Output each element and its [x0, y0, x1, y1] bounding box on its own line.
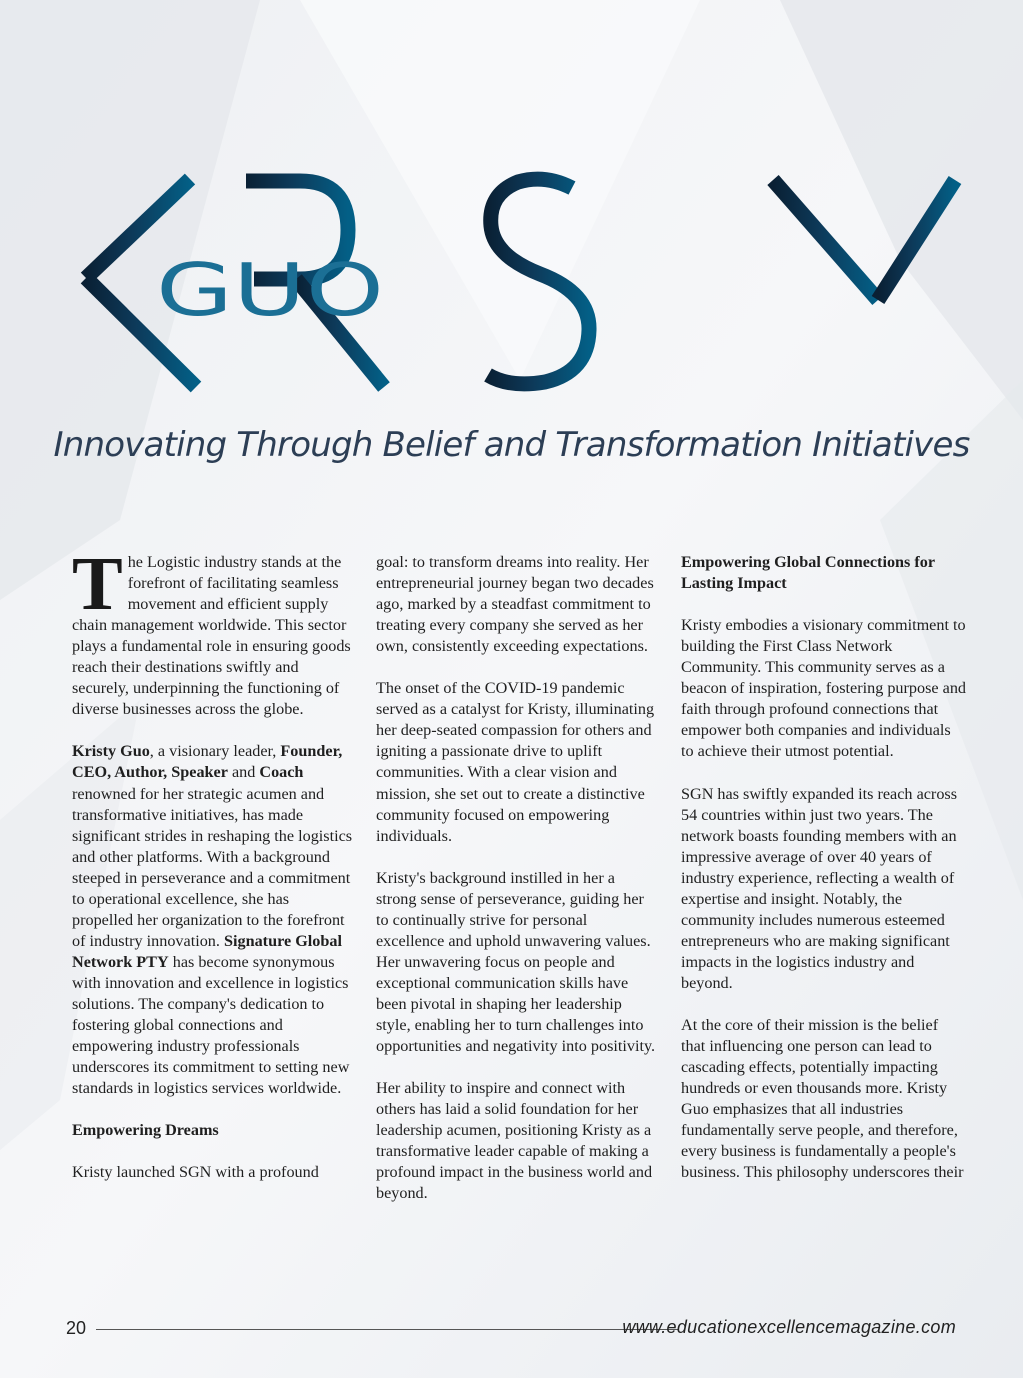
paragraph-text: he Logistic industry stands at the forefront of facilitating seamless movement and efficient supply chain management worldwide. This sector plays a fundamental role in ensuring goods reach their destinations swiftly and securely, underpinning the functioning of diverse businesses across the globe.	[72, 553, 351, 719]
paragraph: Kristy's background instilled in her a strong sense of perseverance, guiding her to continually strive for personal excellence and uphold unwavering values. Her unwavering focus on people and exceptional communication skills have been pivotal in shaping her leadership style, enabling her to turn challenges into opportunities and negativity into positivity.	[376, 868, 656, 1056]
paragraph	[72, 741, 354, 1099]
website-url: www.educationexcellencemagazine.com	[622, 1317, 956, 1337]
drop-cap: T	[72, 542, 123, 626]
bold-company: Signature Global Network PTY	[72, 931, 342, 971]
title-logo	[0, 0, 1023, 420]
letter-y-left	[773, 180, 878, 300]
article-column-3	[681, 552, 966, 1204]
paragraph: Her ability to inspire and connect with others has laid a solid foundation for her leadership acumen, positioning Kristy as a transformative leader capable of making a profound impact in the business world and beyond.	[376, 1079, 653, 1203]
paragraph: Kristy launched SGN with a profound	[72, 1163, 319, 1182]
paragraph: SGN has swiftly expanded its reach across 54 countries within just two years. The network boasts founding members with an impressive average of over 40 years of industry experience, reflecting a wealth of expertise and insight. Notably, the community includes numerous esteemed entrepreneurs who are making significant impacts in the logistics industry and beyond.	[681, 784, 958, 992]
subtitle: Innovating Through Belief and Transformation Initiatives	[53, 425, 970, 465]
paragraph: The onset of the COVID-19 pandemic served as a catalyst for Kristy, illuminating her deep-seated compassion for others and igniting a passionate drive to uplift communities. With a clear vision and mission, she set out to create a distinctive community focused on empowering individuals.	[376, 679, 655, 845]
section-heading	[681, 552, 966, 594]
paragraph-text: has become synonymous with innovation and excellence in logistics solutions. The company's dedication to fostering global connections and empowering industry professionals underscores its commitment to setting new standards in logistics services worldwide.	[72, 952, 350, 1098]
heading-text: Empowering Dreams	[72, 1121, 219, 1140]
page-number: 20	[66, 1318, 87, 1338]
paragraph: Kristy embodies a visionary commitment to building the First Class Network Community. This community serves as a beacon of inspiration, fostering purpose and faith through profound connections that empower both companies and individuals to achieve their utmost potential.	[681, 616, 967, 761]
bold-roles: Founder, CEO, Author, Speaker	[72, 742, 343, 782]
heading-text: Empowering Global Connections for Lasting Impact	[681, 553, 935, 593]
article-column-1	[72, 542, 354, 1204]
letter-y-right	[878, 180, 955, 300]
letter-s	[488, 179, 589, 384]
bold-name: Kristy Guo	[72, 742, 150, 761]
paragraph: goal: to transform dreams into reality. Her entrepreneurial journey began two decades ago, marked by a steadfast commitment to treating every company she served as her own, consistently exceeding expectations.	[376, 553, 654, 656]
bold-role-coach: Coach	[259, 763, 304, 782]
footer-divider	[96, 1329, 678, 1330]
guo-overlay: GUO	[156, 248, 384, 332]
paragraph-text: and	[227, 763, 260, 782]
section-heading	[72, 1120, 354, 1141]
page-footer	[66, 1314, 956, 1344]
paragraph-text: , a visionary leader,	[149, 742, 277, 761]
article-column-2	[376, 552, 658, 1226]
paragraph: At the core of their mission is the belief that influencing one person can lead to cascading effects, potentially impacting hundreds or even thousands more. Kristy Guo emphasizes that all industries fundamentally serve people, and therefore, every business is fundamentally a people's business. This philosophy underscores their	[681, 1016, 964, 1182]
paragraph	[72, 542, 354, 720]
paragraph-text: renowned for her strategic acumen and transformative initiatives, has made significant strides in reshaping the logistics and other platforms. With a background steeped in perseverance and a commitment to operational excellence, she has propelled her organization to the forefront of industry innovation.	[72, 784, 353, 950]
